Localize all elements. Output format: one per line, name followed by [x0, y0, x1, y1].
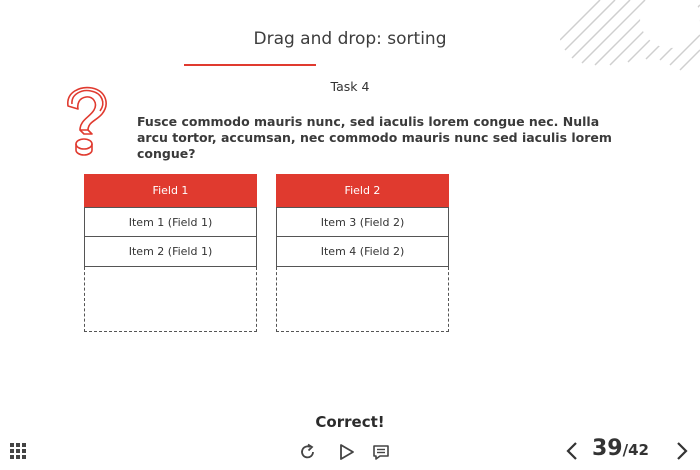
- question-mark-icon: [60, 84, 112, 158]
- total-pages: /42: [622, 441, 649, 459]
- slide-title: Drag and drop: sorting: [253, 29, 447, 49]
- drop-field-1[interactable]: [84, 174, 257, 332]
- title-underline: [184, 64, 316, 66]
- question-text: Fusce commodo mauris nunc, sed iaculis lorem congue nec. Nulla arcu tortor, accumsan, nec commodo mauris nunc sed iaculis lorem congue?: [137, 114, 612, 161]
- grid-menu-icon[interactable]: [10, 443, 26, 459]
- draggable-item[interactable]: Item 4 (Field 2): [276, 237, 449, 267]
- drop-zone[interactable]: [276, 267, 449, 332]
- play-icon[interactable]: [339, 443, 355, 461]
- feedback-message: Correct!: [315, 413, 385, 431]
- notes-icon[interactable]: [372, 444, 390, 461]
- drop-zone[interactable]: [84, 267, 257, 332]
- field-header: Field 1: [84, 174, 257, 207]
- chevron-left-icon[interactable]: [565, 441, 579, 461]
- current-page: 39: [592, 436, 623, 461]
- field-header: Field 2: [276, 174, 449, 207]
- task-label: Task 4: [330, 79, 370, 94]
- chevron-right-icon[interactable]: [675, 441, 689, 461]
- reload-icon[interactable]: [299, 443, 317, 461]
- draggable-item[interactable]: Item 1 (Field 1): [84, 207, 257, 237]
- drop-field-2[interactable]: [276, 174, 449, 332]
- draggable-item[interactable]: Item 2 (Field 1): [84, 237, 257, 267]
- draggable-item[interactable]: Item 3 (Field 2): [276, 207, 449, 237]
- page-counter: [592, 436, 649, 461]
